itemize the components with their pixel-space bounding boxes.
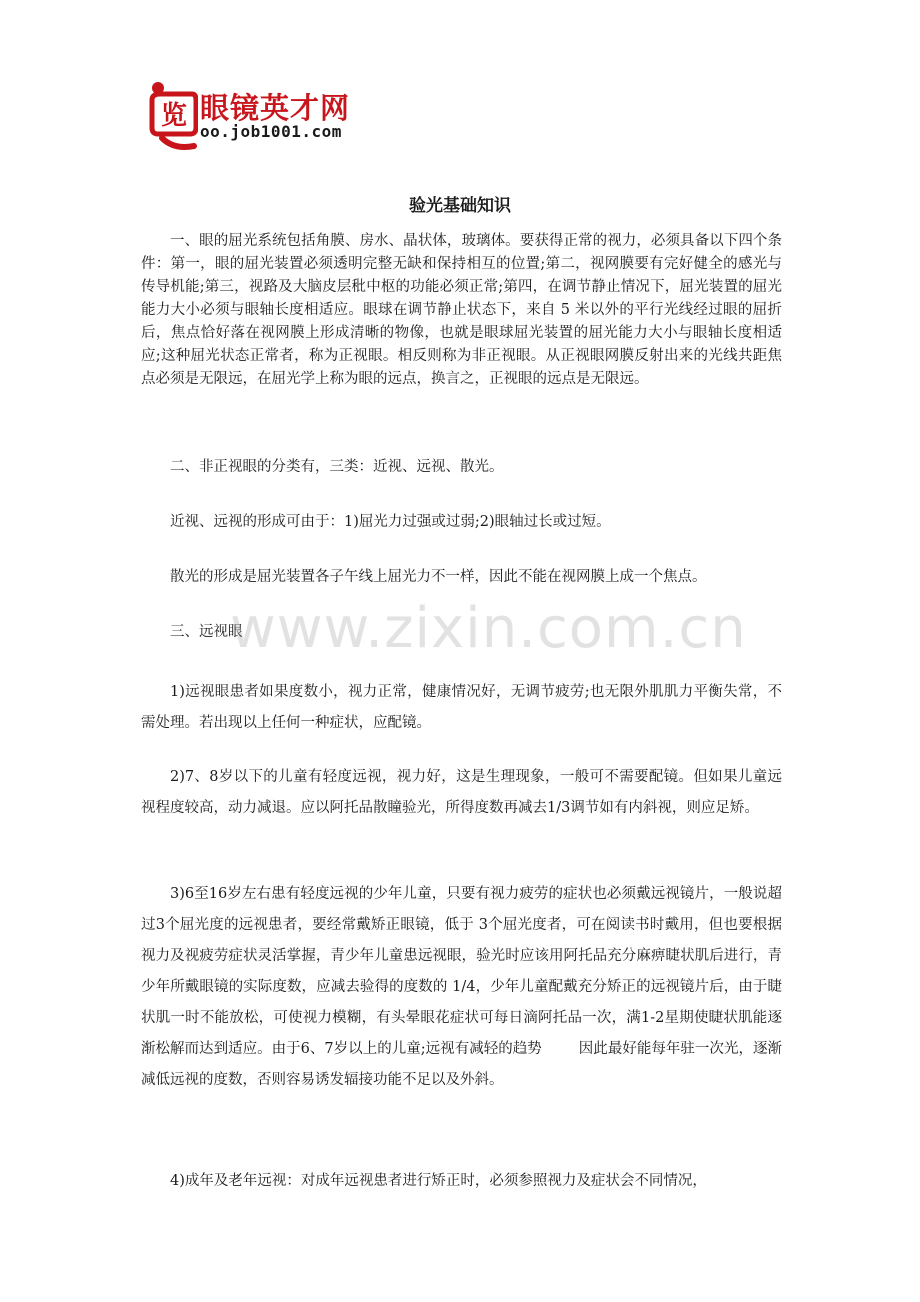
paragraph-astigmatism-cause: 散光的形成是屈光装置各子午线上屈光力不一样，因此不能在视网膜上成一个焦点。 <box>170 569 707 585</box>
paragraph-hyperopia-item-1: 1)远视眼患者如果度数小，视力正常，健康情况好，无调节疲劳;也无限外肌肌力平衡失常，不需处理。若出现以上任何一种症状，应配镜。 <box>141 684 782 731</box>
logo-mark-icon <box>148 78 198 152</box>
paragraph-hyperopia-item-3: 3)6至16岁左右患有轻度远视的少年儿童，只要有视力疲劳的症状也必须戴远视镜片，一般说超过3个屈光度的远视患者，要经常戴矫正眼镜，低于 3个屈光度者，可在阅读书时戴用，但也要根据视力及视疲劳症状灵活掌握，青少年儿童患远视眼，验光时应该用阿托品充分麻痹睫状肌后进行，青少年所戴眼镜的实际度数，应减去验得的度数的 1/4，少年儿童配戴充分矫正的远视镜片后，由于睫状肌一时不能放松，可使视力模糊，有头晕眼花症状可每日滴阿托品一次，满1-2星期使睫状肌能逐渐松解而达到适应。由于6、7岁以上的儿童;远视有减轻的趋势 因此最好能每年驻一次光，逐渐减低远视的度数，否则容易诱发辐接功能不足以及外斜。 <box>141 886 782 1088</box>
site-logo[interactable] <box>148 78 398 154</box>
paragraph-hyperopia-item-4: 4)成年及老年远视：对成年远视患者进行矫正时，必须参照视力及症状会不同情况， <box>170 1173 707 1189</box>
section-heading-hyperopia: 三、远视眼 <box>170 624 243 640</box>
paragraph-ametropia-types: 二、非正视眼的分类有，三类：近视、远视、散光。 <box>170 459 504 475</box>
paragraph-refractive-system: 一、眼的屈光系统包括角膜、房水、晶状体，玻璃体。要获得正常的视力，必须具备以下四个条件：第一，眼的屈光装置必须透明完整无缺和保持相互的位置;第二，视网膜要有完好健全的感光与传导机能;第三，视路及大脑皮层秕中枢的功能必须正常;第四，在调节静止情况下，屈光装置的屈光能力大小必须与眼轴长度相适应。眼球在调节静止状态下，来自 5 米以外的平行光线经过眼的屈折后，焦点恰好落在视网膜上形成清晰的物像，也就是眼球屈光装置的屈光能力大小与眼轴长度相适应;这种屈光状态正常者，称为正视眼。相反则称为非正视眼。从正视眼网膜反射出来的光线共距焦点必须是无限远，在屈光学上称为眼的远点，换言之，正视眼的远点是无限远。 <box>141 233 782 387</box>
logo-glyph: 览 <box>160 101 188 131</box>
page-title: 验光基础知识 <box>409 196 511 216</box>
brand-name: 眼镜英才网 <box>200 91 351 125</box>
paragraph-hyperopia-item-2: 2)7、8岁以下的儿童有轻度远视，视力好，这是生理现象，一般可不需要配镜。但如果儿童远视程度较高，动力减退。应以阿托品散瞳验光，所得度数再减去1/3调节如有内斜视，则应足矫。 <box>141 769 782 816</box>
brand-url: oo.job1001.com <box>200 122 342 141</box>
paragraph-myopia-hyperopia-causes: 近视、远视的形成可由于：1)屈光力过强或过弱;2)眼轴过长或过短。 <box>170 514 611 530</box>
watermark: www.zixin.com.cn <box>230 596 747 661</box>
